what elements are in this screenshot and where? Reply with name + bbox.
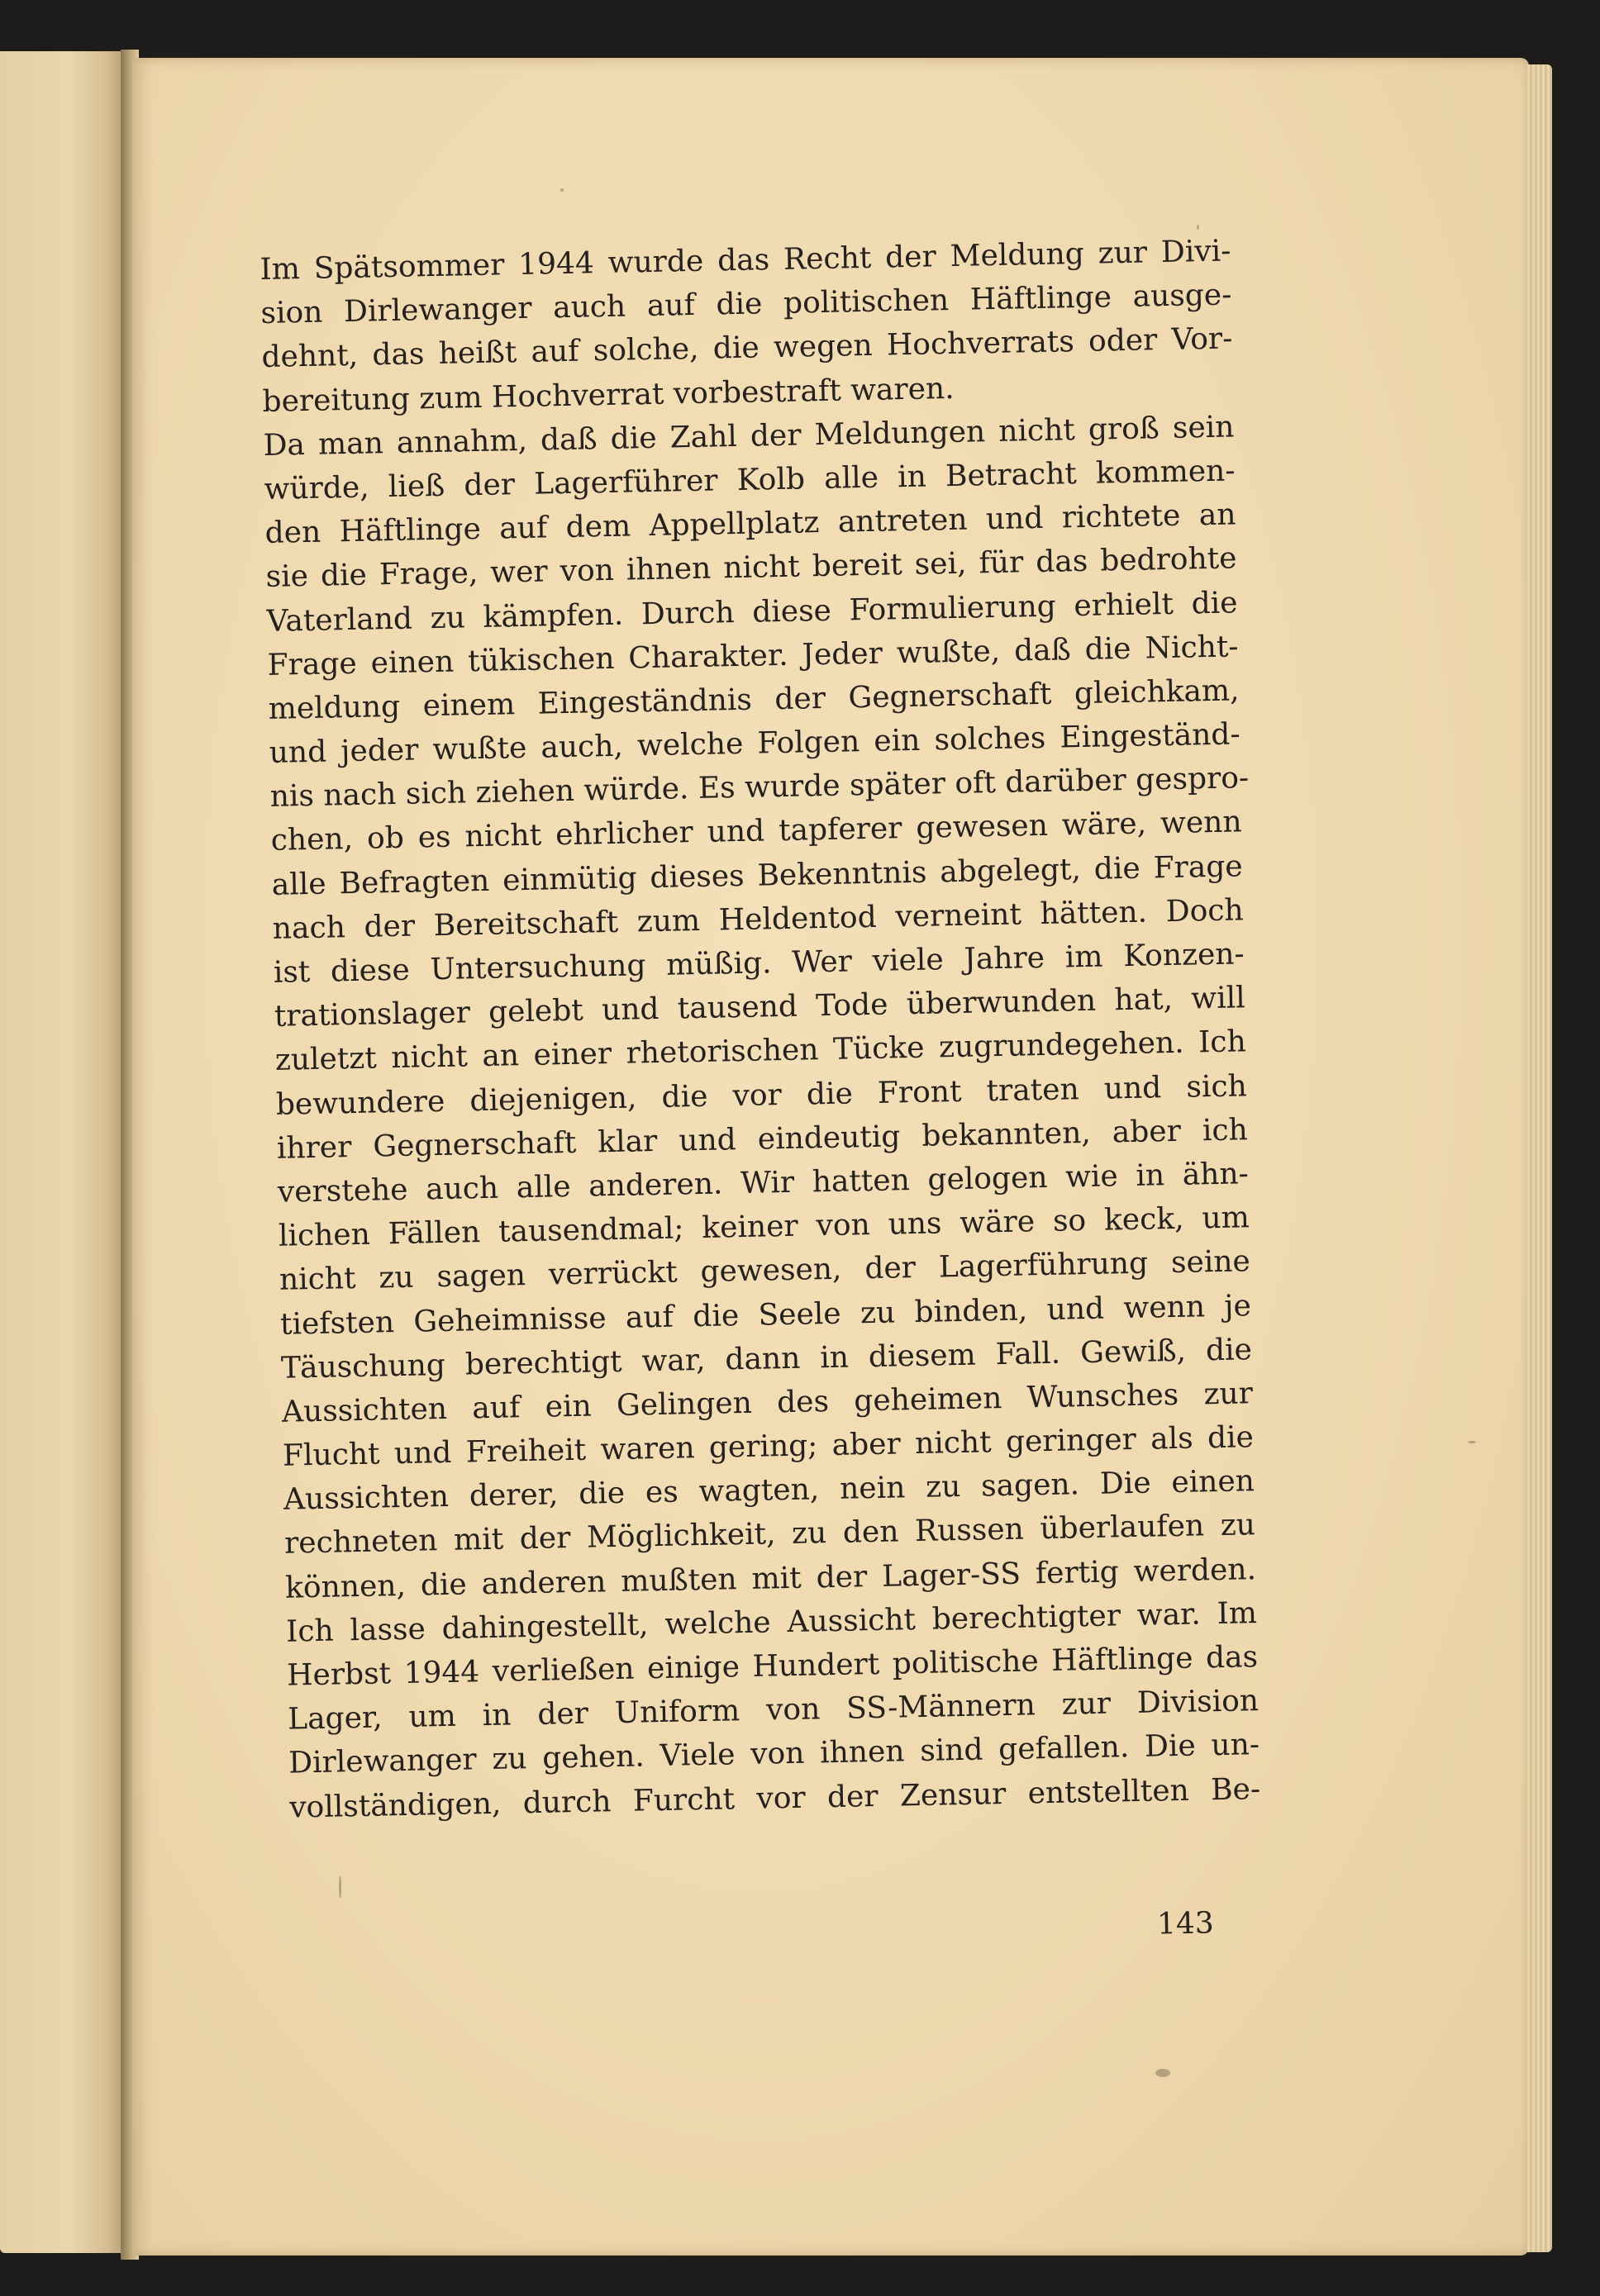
text-line: Flucht und Freiheit waren gering; aber nicht geringer als die: [282, 1420, 1255, 1473]
text-line: tiefsten Geheimnisse auf die Seele zu binden, und wenn je: [279, 1288, 1252, 1342]
text-line: Da man annahm, daß die Zahl der Meldungen nicht groß sein: [263, 410, 1235, 463]
body-text: [260, 229, 1261, 1829]
text-line: bewundere diejenigen, die vor die Front traten und sich: [275, 1068, 1248, 1122]
paper-speck: [339, 1875, 341, 1899]
paper-speck: [1468, 1441, 1476, 1443]
text-line: Herbst 1944 verließen einige Hundert politische Häftlinge das: [286, 1640, 1259, 1693]
text-line: sion Dirlewanger auch auf die politischen Häftlinge ausge-: [260, 278, 1232, 331]
text-line: vollständigen, durch Furcht vor der Zensur entstellten Be-: [288, 1771, 1261, 1825]
text-line: ist diese Untersuchung müßig. Wer viele Jahre im Konzen-: [273, 937, 1245, 990]
facing-page-edge: [0, 51, 124, 2253]
text-line: Täuschung berechtigt war, dann in diesem Fall. Gewiß, die: [280, 1332, 1253, 1386]
text-line: nis nach sich ziehen würde. Es wurde später oft darüber gespro-: [269, 761, 1250, 815]
text-line: verstehe auch alle anderen. Wir hatten gelogen wie in ähn-: [277, 1157, 1250, 1210]
text-line: dehnt, das heißt auf solche, die wegen Hochverrats oder Vor-: [261, 321, 1233, 375]
text-line: meldung einem Eingeständnis der Gegnerschaft gleichkam,: [268, 673, 1240, 726]
text-line: können, die anderen mußten mit der Lager-SS fertig werden.: [284, 1552, 1257, 1605]
paper-speck: [1197, 225, 1199, 230]
text-line: Lager, um in der Uniform von SS-Männern zur Division: [287, 1684, 1260, 1737]
paper-speck: [560, 188, 564, 192]
text-line: zuletzt nicht an einer rhetorischen Tücke zugrundegehen. Ich: [274, 1024, 1247, 1078]
text-line: Vaterland zu kämpfen. Durch diese Formulierung erhielt die: [266, 585, 1238, 639]
text-line: Frage einen tükischen Charakter. Jeder wußte, daß die Nicht-: [267, 630, 1239, 682]
text-line: Ich lasse dahingestellt, welche Aussicht berechtigter war. Im: [285, 1595, 1258, 1649]
text-line: alle Befragten einmütig dieses Bekenntnis abgelegt, die Frage: [271, 849, 1243, 902]
text-line: Aussichten auf ein Gelingen des geheimen Wunsches zur: [281, 1376, 1254, 1429]
text-line: nicht zu sagen verrückt gewesen, der Lagerführung seine: [279, 1244, 1251, 1298]
text-line: Im Spätsommer 1944 wurde das Recht der Meldung zur Divi-: [260, 234, 1231, 287]
text-line: sie die Frage, wer von ihnen nicht bereit sei, für das bedrohte: [265, 541, 1237, 595]
text-line: nach der Bereitschaft zum Heldentod verneint hätten. Doch: [272, 893, 1245, 946]
page-number: 143: [1156, 1906, 1215, 1942]
text-line: chen, ob es nicht ehrlicher und tapferer gewesen wäre, wenn: [270, 805, 1242, 858]
text-line: trationslager gelebt und tausend Tode überwunden hat, will: [274, 981, 1246, 1034]
text-line: Dirlewanger zu gehen. Viele von ihnen sind gefallen. Die un-: [288, 1728, 1260, 1781]
page-stack-edge: [1527, 64, 1552, 2252]
text-line: und jeder wußte auch, welche Folgen ein solches Eingeständ-: [269, 717, 1240, 770]
text-line: den Häftlinge auf dem Appellplatz antreten und richtete an: [264, 497, 1236, 551]
text-line: lichen Fällen tausendmal; keiner von uns wäre so keck, um: [278, 1200, 1250, 1253]
text-line: ihrer Gegnerschaft klar und eindeutig bekannten, aber ich: [276, 1112, 1249, 1166]
text-line: bereitung zum Hochverrat vorbestraft waren.: [262, 371, 955, 419]
text-line: Aussichten derer, die es wagten, nein zu sagen. Die einen: [283, 1464, 1255, 1517]
text-line: würde, ließ der Lagerführer Kolb alle in Betracht kommen-: [264, 454, 1236, 506]
text-line: rechneten mit der Möglichkeit, zu den Russen überlaufen zu: [283, 1508, 1256, 1562]
paper-speck: [1155, 2069, 1170, 2077]
